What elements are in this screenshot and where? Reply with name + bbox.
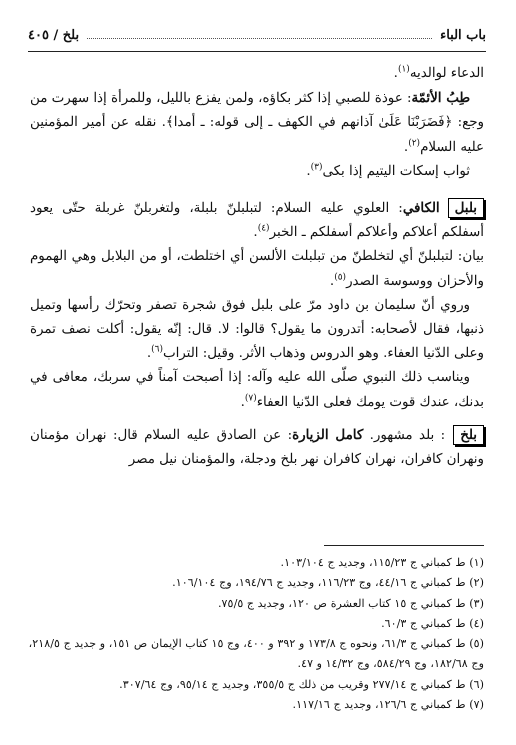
entry-balkh (30, 423, 484, 472)
paragraph-text: : بلد مشهور. (363, 427, 446, 443)
footnotes (28, 553, 484, 715)
footnote-marker: (٦) (151, 344, 163, 355)
footnote-marker: (٢) (408, 138, 421, 149)
footnote-separator (324, 545, 484, 546)
entry-keyword-box: بلخ (453, 425, 484, 445)
page-reference: بلخ / ٤٠٥ (28, 27, 80, 43)
chapter-title: باب الباء (440, 27, 486, 43)
paragraph-text: ويناسب ذلك النبوي صلّى الله عليه وآله: إذا أصبحت آمناً في سربك، معافى في بدنك، عندك قوت يومك فعلى الدّنيا العفاء (30, 370, 484, 410)
footnote: (٢) ط كمباني ج ٤٤/١٦، وج ١١٦/٢٣، وجديد ج ١٩٤/٧٦، وج ١٠٦/١٠٤. (172, 576, 484, 590)
footnote: (٤) ط كمباني ج ٦٠/٣. (381, 616, 484, 630)
paragraph: ثواب إسكات اليتيم إذا بكى$^{(٣)}$. (306, 162, 470, 179)
page-header (28, 24, 486, 46)
section-term: طِبُ الأئمّة (411, 90, 470, 107)
footnote: (٣) ط كمباني ج ١٥ كتاب العشرة ص ١٢٠، وجديد ج ٧٥/٥. (217, 596, 484, 610)
paragraph: طِبُ الأئمّة: عوذة للصبي إذا كثر بكاؤه، ولمن يفزع بالليل، وللمرأة إذا سهرت من وجع: ﴿فَضَرَبْنَا عَلَىٰ آذانهم في الكهف ـ إلى قوله: ـ أمدا﴾. نقله عن أمير المؤمنين عليه السلام$^{(٢)}$. (30, 90, 484, 155)
footnote-marker: (٣) (310, 162, 323, 173)
footnote: (٥) ط كمباني ج ٦١/٣، ونحوه ج ١٧٣/٨ و ٣٩٢ و ٤٠٠، وج ١٥ كتاب الإيمان ص ١٥١، و جديد ج ٢١٨/٥، وج ١٨٢/٦٨، وج ٥٨٤/٢٩، وج ١٤/٣٢ و ٤٧. (28, 637, 484, 671)
main-text (30, 62, 484, 472)
footnote-marker: (٤) (257, 223, 270, 234)
paragraph: الدعاء لوالديه$^{(١)}$. (393, 64, 484, 81)
paragraph-text: : عن الصادق عليه السلام قال: نهران مؤمنان ونهران كافران، نهران كافران نهر بلخ ودجلة، والمؤمنان نيل مصر (30, 427, 484, 468)
entry-keyword-box: بلبل (448, 198, 484, 218)
paragraph-text: ثواب إسكات اليتيم إذا بكى (322, 163, 470, 179)
footnote: (٦) ط كمباني ج ٢٧٧/١٤ وقريب من ذلك ج ٣٥٥/٥، وجديد ج ٩٥/١٤، وج ٣٠٧/٦٤. (119, 677, 484, 691)
footnote-marker: (١) (397, 64, 410, 75)
paragraph-text: الدعاء لوالديه (409, 66, 484, 81)
source-name: الكافي (402, 200, 440, 217)
footnote-marker: (٥) (334, 272, 347, 283)
paragraph: وروي أنّ سليمان بن داود مرّ على بلبل فوق شجرة تصفر وتحرّك رأسها وتميل ذنبها، فقال لأصحابه: أتدرون ما يقول؟ قالوا: لا. قال: إنّه يقول: أكلت نصف تمرة وعلى الدّنيا العفاء. وهو الدروس وذهاب الأثر. وقيل: التراب$^{(٦)}$. (30, 297, 484, 362)
footnote: (٧) ط كمباني ج ١٢٦/٦، وجديد ج ١١٧/١٦. (292, 698, 484, 712)
paragraph-text: بيان: لتبلبلنّ أي لتخلطنّ من تبلبلت الألسن أي اختلطت، أو من البلابل وهي الهموم والأحزان ووسوسة الصدر (30, 249, 484, 289)
paragraph-text: وروي أنّ سليمان بن داود مرّ على بلبل فوق شجرة تصفر وتحرّك رأسها وتميل ذنبها، فقال لأصحابه: أتدرون ما يقول؟ قالوا: لا. قال: إنّه يقول: أكلت نصف تمرة وعلى الدّنيا العفاء. وهو الدروس وذهاب الأثر. وقيل: التراب (30, 297, 484, 362)
footnote-marker: (٧) (244, 393, 257, 404)
paragraph: ويناسب ذلك النبوي صلّى الله عليه وآله: إذا أصبحت آمناً في سربك، معافى في بدنك، عندك قوت يومك فعلى الدّنيا العفاء$^{(٧)}$. (30, 370, 484, 410)
entry-bulbul: بلبلالكافي: العلوي عليه السلام: لتبلبلنّ بلبلة، ولتغربلنّ غربلة حتّى يعود أسفلكم أعلاكم وأعلاكم أسفلكم ـ الخبر$^{(٤)}$. (30, 200, 484, 241)
paragraph-text: : العلوي عليه السلام: لتبلبلنّ بلبلة، ولتغربلنّ غربلة حتّى يعود أسفلكم أعلاكم وأعلاكم أسفلكم ـ الخبر (30, 201, 484, 241)
paragraph: بيان: لتبلبلنّ أي لتخلطنّ من تبلبلت الألسن أي اختلطت، أو من البلابل وهي الهموم والأحزان ووسوسة الصدر$^{(٥)}$. (30, 249, 484, 289)
header-rule (28, 51, 486, 52)
header-dot-leader (87, 38, 432, 39)
paragraph-text: : عوذة للصبي إذا كثر بكاؤه، ولمن يفزع بالليل، وللمرأة إذا سهرت من وجع: ﴿فَضَرَبْنَا عَلَىٰ آذانهم في الكهف ـ إلى قوله: ـ أمدا﴾. نقله عن أمير المؤمنين عليه السلام (30, 91, 484, 155)
source-name: كامل الزيارة (292, 426, 364, 443)
footnote: (١) ط كمباني ج ١١٥/٢٣، وجديد ج ١٠٣/١٠٤. (280, 556, 484, 569)
